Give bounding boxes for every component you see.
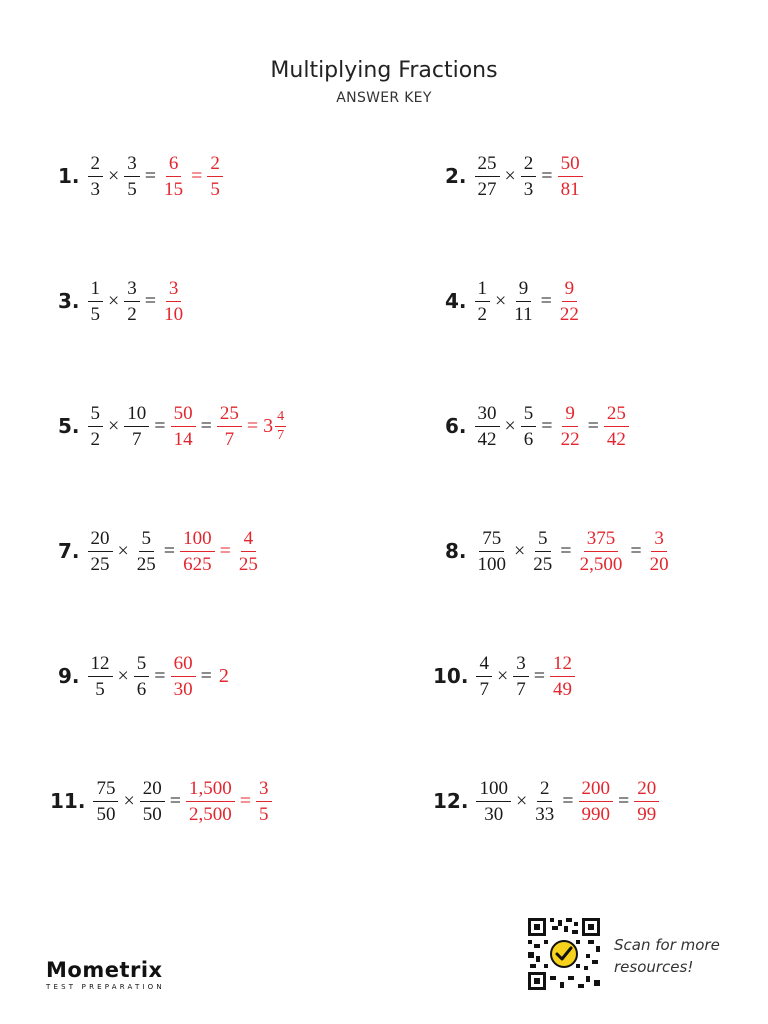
whole-answer: 2 — [218, 664, 229, 687]
problem-3 — [58, 276, 186, 326]
problem-number: 7. — [58, 539, 80, 563]
fraction-b: $\frac{5}{6}$ — [134, 654, 150, 699]
problem-7 — [58, 526, 261, 576]
problem-8 — [445, 526, 672, 576]
fraction-a: $\frac{2}{3}$ — [88, 154, 104, 199]
equals-sign: = — [200, 414, 212, 437]
times-sign: × — [504, 164, 516, 187]
simplified-fraction: $\frac{3}{20}$ — [649, 527, 669, 575]
equals-sign: = — [191, 164, 203, 187]
qr-caption — [614, 934, 720, 978]
mometrix-logo — [46, 958, 165, 991]
answer-fraction: $\frac{1,500}{2,500}$ — [186, 779, 235, 824]
times-sign: × — [108, 164, 120, 187]
mixed-number — [263, 410, 286, 443]
times-sign: × — [496, 664, 509, 687]
problem-9 — [58, 651, 229, 701]
fraction-a: $\frac{75}{50}$ — [93, 779, 118, 824]
fraction-a: $\frac{1}{2}$ — [475, 279, 491, 324]
equals-sign: = — [169, 789, 181, 812]
equals-sign: = — [239, 789, 252, 812]
times-sign: × — [108, 414, 120, 437]
fraction-a: $\frac{1}{5}$ — [88, 279, 104, 324]
qr-caption-line-1: Scan for more — [614, 936, 720, 954]
times-sign: × — [515, 789, 528, 812]
times-sign: × — [117, 539, 129, 562]
fraction-a: $\frac{75}{100}$ — [477, 527, 507, 575]
times-sign: × — [123, 789, 135, 812]
problem-10 — [433, 651, 575, 701]
equals-sign: = — [540, 289, 552, 312]
problem-number: 11. — [50, 789, 86, 813]
simplified-fraction: $\frac{20}{99}$ — [634, 779, 659, 824]
qr-caption-line-2: resources! — [614, 958, 694, 976]
equals-sign: = — [246, 414, 259, 437]
problem-number: 10. — [433, 664, 469, 688]
equals-sign: = — [587, 414, 599, 437]
times-sign: × — [514, 539, 526, 562]
fraction-a: $\frac{4}{7}$ — [476, 654, 492, 699]
times-sign: × — [495, 289, 507, 312]
equals-sign: = — [144, 289, 157, 312]
fraction-b: $\frac{2}{3}$ — [521, 154, 537, 199]
fraction-b: $\frac{9}{11}$ — [514, 277, 533, 325]
fraction-b: $\frac{3}{2}$ — [124, 279, 140, 324]
problem-12 — [433, 776, 659, 826]
problem-number: 4. — [445, 289, 467, 313]
fraction-b: $\frac{20}{50}$ — [140, 779, 165, 824]
logo-tagline: TEST PREPARATION — [46, 983, 165, 991]
mixed-whole: 3 — [263, 414, 274, 437]
answer-fraction: $\frac{200}{990}$ — [579, 779, 614, 824]
fraction-a: $\frac{30}{42}$ — [475, 404, 500, 449]
mixed-fraction: $\frac{4}{7}$ — [277, 408, 285, 443]
equals-sign: = — [163, 539, 176, 562]
simplified-fraction: $\frac{25}{7}$ — [217, 404, 242, 449]
equals-sign: = — [618, 789, 630, 812]
times-sign: × — [117, 664, 129, 687]
answer-fraction: $\frac{6}{15}$ — [164, 152, 184, 200]
problem-number: 5. — [58, 414, 80, 438]
answer-fraction: $\frac{3}{10}$ — [164, 277, 184, 325]
fraction-b: $\frac{5}{25}$ — [136, 527, 156, 575]
fraction-a: $\frac{100}{30}$ — [476, 779, 511, 824]
simplified-fraction: $\frac{4}{25}$ — [238, 527, 258, 575]
equals-sign: = — [562, 789, 574, 812]
fraction-a: $\frac{20}{25}$ — [88, 529, 113, 574]
fraction-b: $\frac{2}{33}$ — [535, 777, 555, 825]
equals-sign: = — [154, 664, 166, 687]
problem-number: 2. — [445, 164, 467, 188]
times-sign: × — [504, 414, 516, 437]
equals-sign: = — [200, 664, 212, 687]
fraction-b: $\frac{10}{7}$ — [124, 404, 149, 449]
times-sign: × — [108, 289, 120, 312]
answer-fraction: $\frac{9}{22}$ — [560, 402, 580, 450]
fraction-a: $\frac{12}{5}$ — [88, 654, 113, 699]
answer-fraction: $\frac{100}{625}$ — [180, 529, 215, 574]
problem-number: 8. — [445, 539, 467, 563]
page-title: Multiplying Fractions — [270, 58, 498, 83]
problem-5 — [58, 401, 286, 451]
page-subtitle: ANSWER KEY — [336, 90, 432, 106]
fraction-b: $\frac{3}{7}$ — [513, 654, 529, 699]
equals-sign: = — [219, 539, 231, 562]
answer-fraction: $\frac{9}{22}$ — [559, 277, 579, 325]
problem-number: 6. — [445, 414, 467, 438]
problem-1 — [58, 151, 223, 201]
equals-sign: = — [154, 414, 166, 437]
simplified-fraction: $\frac{3}{5}$ — [256, 779, 272, 824]
answer-fraction: $\frac{60}{30}$ — [171, 654, 196, 699]
equals-sign: = — [541, 414, 553, 437]
fraction-a: $\frac{5}{2}$ — [88, 404, 104, 449]
equals-sign: = — [541, 164, 553, 187]
equals-sign: = — [533, 664, 545, 687]
problem-11 — [50, 776, 272, 826]
answer-fraction: $\frac{12}{49}$ — [550, 654, 575, 699]
equals-sign: = — [144, 164, 157, 187]
problem-number: 9. — [58, 664, 80, 688]
equals-sign: = — [630, 539, 642, 562]
answer-fraction: $\frac{50}{14}$ — [171, 404, 196, 449]
problem-number: 1. — [58, 164, 80, 188]
problem-number: 12. — [433, 789, 469, 813]
equals-sign: = — [560, 539, 572, 562]
fraction-b: $\frac{5}{25}$ — [533, 527, 553, 575]
problem-6 — [445, 401, 629, 451]
answer-fraction: $\frac{50}{81}$ — [558, 154, 583, 199]
answer-fraction: $\frac{375}{2,500}$ — [579, 527, 623, 575]
qr-code-icon[interactable] — [526, 916, 602, 992]
logo-wordmark: Mometrix — [46, 958, 163, 982]
problem-2 — [445, 151, 583, 201]
fraction-a: $\frac{25}{27}$ — [475, 154, 500, 199]
simplified-fraction: $\frac{25}{42}$ — [604, 404, 629, 449]
fraction-b: $\frac{5}{6}$ — [521, 404, 537, 449]
fraction-b: $\frac{3}{5}$ — [124, 154, 140, 199]
problem-4 — [445, 276, 582, 326]
problem-number: 3. — [58, 289, 80, 313]
simplified-fraction: $\frac{2}{5}$ — [207, 154, 223, 199]
